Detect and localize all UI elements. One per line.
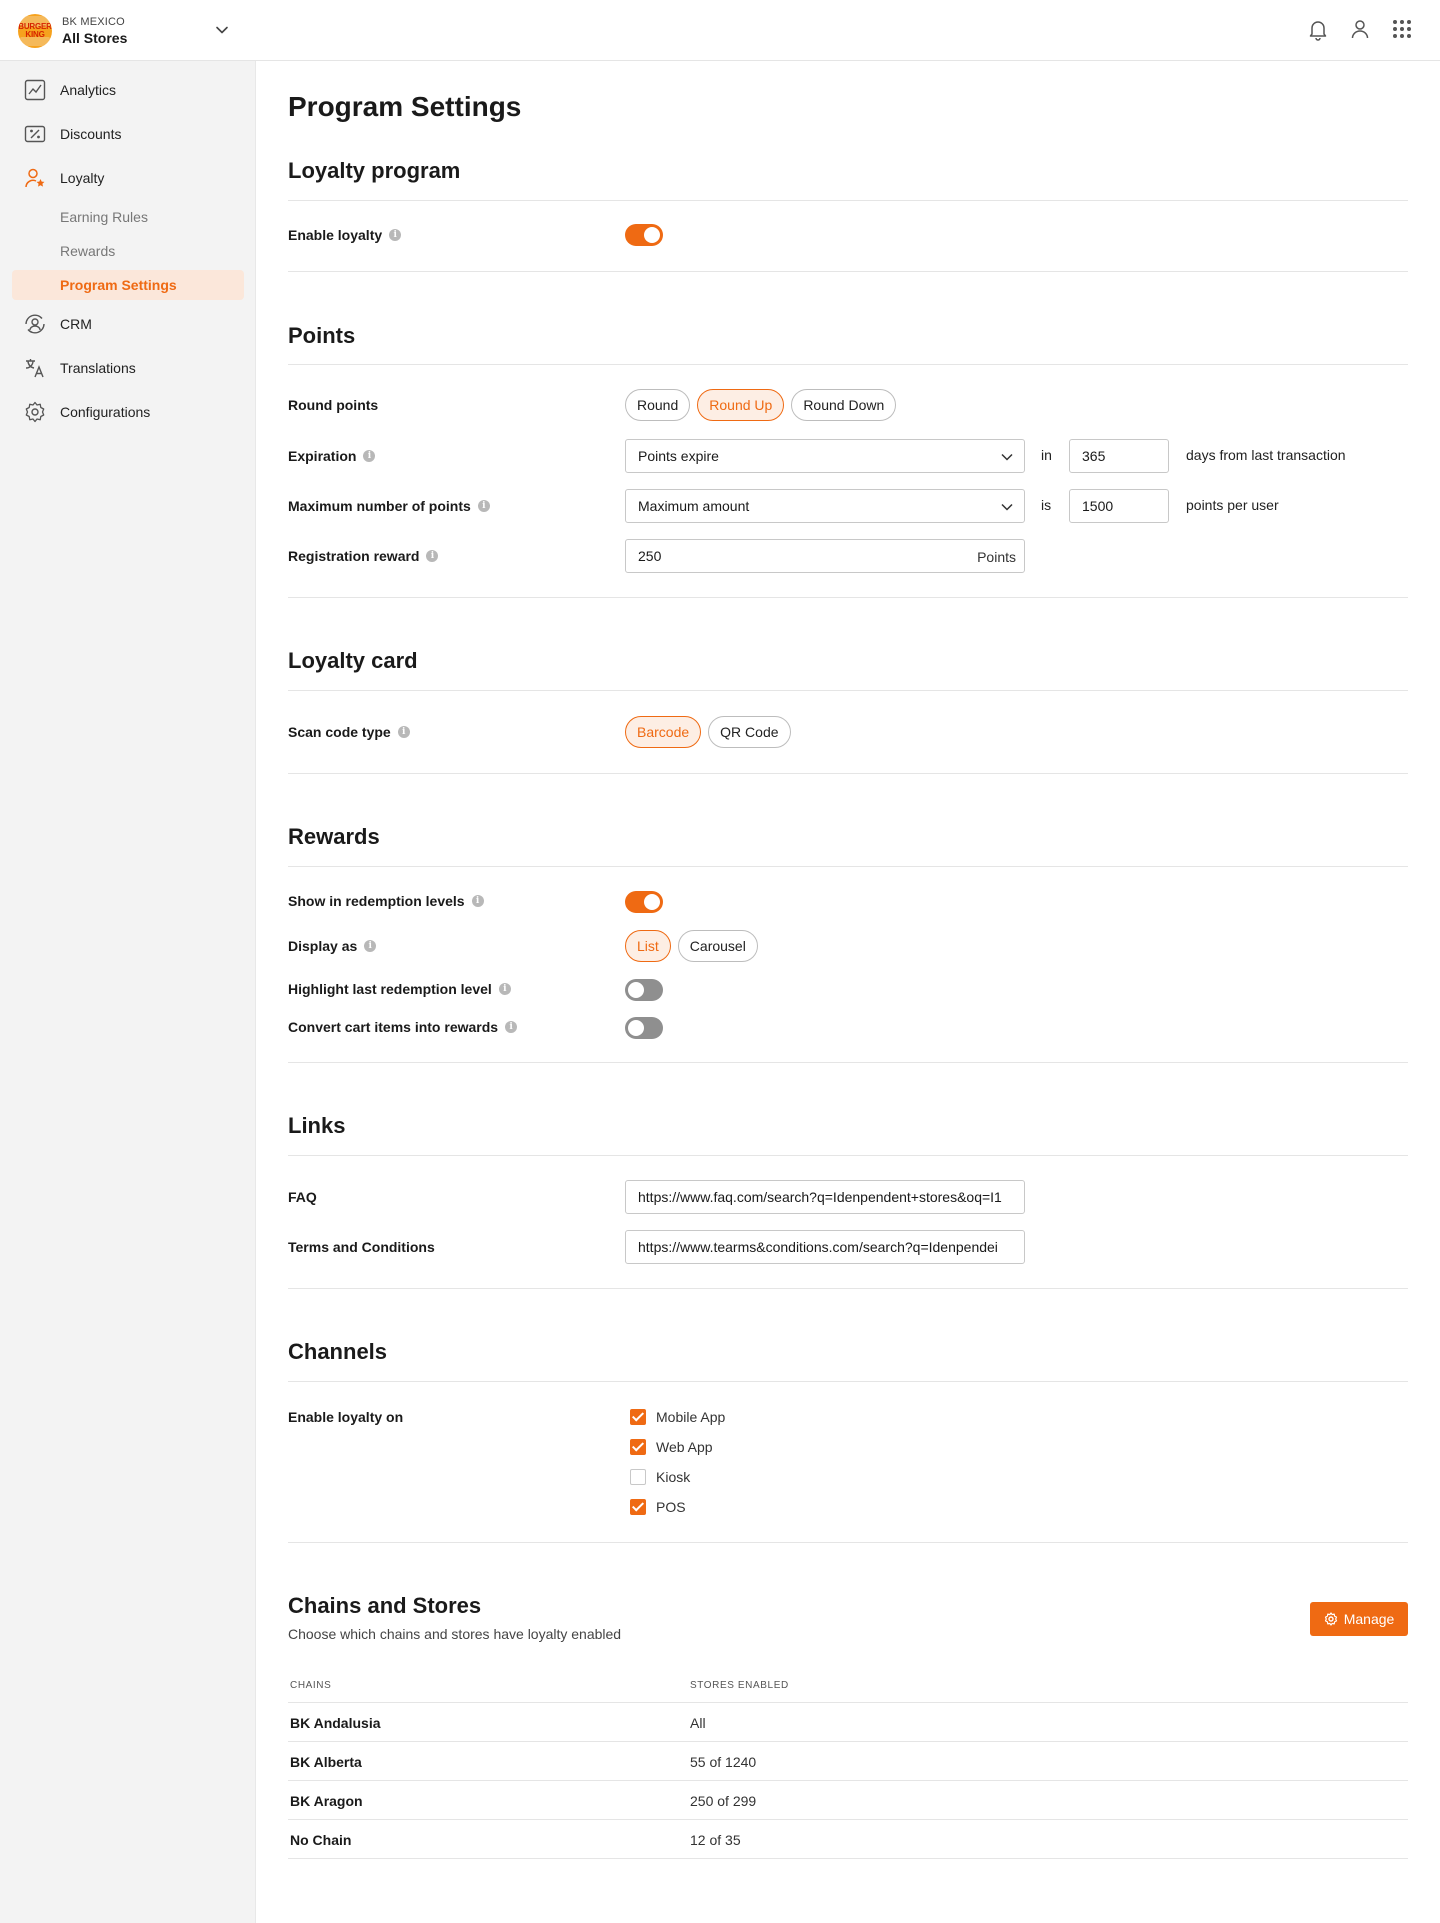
checkbox-checked[interactable] [630, 1409, 646, 1425]
section-title-links: Links [288, 1113, 346, 1138]
scan-code-options [625, 716, 791, 748]
max-points-select[interactable]: Maximum amount [625, 489, 1025, 523]
round-points-options [625, 389, 896, 421]
info-icon[interactable]: i [426, 550, 438, 562]
info-icon[interactable]: i [472, 895, 484, 907]
max-points-label: Maximum number of points i [288, 496, 490, 516]
highlight-last-level-label: Highlight last redemption level i [288, 979, 511, 999]
terms-label: Terms and Conditions [288, 1239, 435, 1255]
info-icon[interactable]: i [398, 726, 410, 738]
info-icon[interactable]: i [364, 940, 376, 952]
page-title: Program Settings [288, 91, 522, 122]
store-switcher[interactable] [18, 14, 127, 48]
round-up-option[interactable]: Round Up [697, 389, 784, 421]
expiration-label: Expiration i [288, 446, 375, 466]
burger-king-logo: BURGER KING [18, 14, 52, 48]
barcode-option[interactable]: Barcode [625, 716, 701, 748]
table-row[interactable]: No Chain 12 of 35 [288, 1819, 1408, 1858]
info-icon[interactable]: i [478, 500, 490, 512]
sidebar-item-discounts[interactable] [12, 118, 244, 150]
enable-loyalty-label: Enable loyalty i [288, 225, 401, 245]
discount-icon [24, 123, 46, 145]
divider [288, 690, 1408, 691]
section-title-loyalty-card: Loyalty card [288, 648, 418, 673]
show-redemption-levels-toggle[interactable] [625, 891, 663, 913]
sidebar-item-configurations[interactable] [12, 396, 244, 428]
divider [288, 1858, 1408, 1859]
convert-cart-items-toggle[interactable] [625, 1017, 663, 1039]
section-title-rewards: Rewards [288, 824, 380, 849]
manage-button[interactable]: Manage [1310, 1602, 1408, 1636]
sidebar-subitem-earning-rules[interactable]: Earning Rules [60, 209, 148, 225]
divider [288, 1288, 1408, 1289]
qr-code-option[interactable]: QR Code [708, 716, 790, 748]
chevron-down-icon[interactable] [213, 21, 231, 39]
divider [288, 1155, 1408, 1156]
expiration-select[interactable]: Points expire [625, 439, 1025, 473]
scan-code-type-label: Scan code type i [288, 722, 410, 742]
sidebar-item-translations[interactable] [12, 352, 244, 384]
round-points-label: Round points [288, 397, 379, 413]
max-points-input[interactable]: 1500 [1069, 489, 1169, 523]
round-down-option[interactable]: Round Down [791, 389, 896, 421]
faq-label: FAQ [288, 1189, 317, 1205]
divider [288, 364, 1408, 365]
display-as-label: Display as i [288, 936, 376, 956]
checkbox-checked[interactable] [630, 1439, 646, 1455]
sidebar-item-analytics[interactable] [12, 74, 244, 106]
divider [288, 866, 1408, 867]
table-row[interactable]: BK Aragon 250 of 299 [288, 1780, 1408, 1819]
store-scope: All Stores [62, 30, 128, 46]
sidebar-item-label: Configurations [60, 404, 151, 420]
info-icon[interactable]: i [505, 1021, 517, 1033]
bell-icon[interactable] [1306, 17, 1330, 41]
channel-kiosk[interactable]: Kiosk [630, 1467, 690, 1487]
sidebar-subitem-rewards[interactable]: Rewards [60, 243, 116, 259]
table-row[interactable]: BK Alberta 55 of 1240 [288, 1741, 1408, 1780]
divider [288, 1062, 1408, 1063]
chevron-down-icon [1000, 500, 1014, 514]
show-redemption-levels-label: Show in redemption levels i [288, 891, 484, 911]
sidebar-item-crm[interactable] [12, 308, 244, 340]
registration-reward-label: Registration reward i [288, 546, 438, 566]
loyalty-user-star-icon [24, 167, 46, 189]
enable-loyalty-toggle[interactable] [625, 224, 663, 246]
sidebar-item-loyalty[interactable] [12, 162, 244, 194]
info-icon[interactable]: i [499, 983, 511, 995]
sidebar-subitem-program-settings[interactable]: Program Settings [12, 270, 244, 300]
sidebar-item-label: Loyalty [60, 170, 105, 186]
info-icon[interactable]: i [363, 450, 375, 462]
registration-reward-input[interactable]: 250 Points [625, 539, 1025, 573]
divider [288, 773, 1408, 774]
max-points-is-text: is [1041, 497, 1052, 513]
max-points-suffix: points per user [1186, 497, 1279, 513]
divider [288, 597, 1408, 598]
chains-subtitle: Choose which chains and stores have loyalty enabled [288, 1626, 622, 1642]
org-name: BK MEXICO [62, 16, 125, 28]
section-title-loyalty-program: Loyalty program [288, 158, 461, 183]
top-bar [0, 0, 1440, 61]
user-icon[interactable] [1348, 17, 1372, 41]
apps-grid-icon[interactable] [1390, 17, 1414, 41]
divider [288, 200, 1408, 201]
section-title-chains-stores: Chains and Stores [288, 1593, 482, 1618]
enable-loyalty-on-label: Enable loyalty on [288, 1409, 404, 1425]
divider [288, 271, 1408, 272]
sidebar-item-label: Analytics [60, 82, 117, 98]
translate-icon [24, 357, 46, 379]
round-option[interactable]: Round [625, 389, 690, 421]
sidebar-item-label: CRM [60, 316, 92, 332]
checkbox-unchecked[interactable] [630, 1469, 646, 1485]
divider [288, 1381, 1408, 1382]
gear-icon [1324, 1612, 1338, 1626]
list-option[interactable]: List [625, 930, 671, 962]
divider [288, 1542, 1408, 1543]
sidebar-item-label: Translations [60, 360, 136, 376]
chevron-down-icon [1000, 450, 1014, 464]
column-header-stores-enabled: STORES ENABLED [690, 1680, 789, 1691]
column-header-chains: CHAINS [290, 1680, 332, 1691]
info-icon[interactable]: i [389, 229, 401, 241]
checkbox-checked[interactable] [630, 1499, 646, 1515]
expiration-in-text: in [1041, 447, 1052, 463]
highlight-last-level-toggle[interactable] [625, 979, 663, 1001]
sidebar [0, 61, 256, 1923]
gear-icon [24, 401, 46, 423]
expiration-suffix: days from last transaction [1186, 447, 1346, 463]
section-title-channels: Channels [288, 1339, 388, 1364]
faq-url-input[interactable]: https://www.faq.com/search?q=Idenpendent+stores&oq=I1 [625, 1180, 1025, 1214]
section-title-points: Points [288, 323, 356, 348]
table-row[interactable]: BK Andalusia All [288, 1702, 1408, 1741]
display-as-options [625, 930, 758, 962]
convert-cart-items-label: Convert cart items into rewards i [288, 1017, 517, 1037]
sidebar-item-label: Discounts [60, 126, 122, 142]
expiration-days-input[interactable]: 365 [1069, 439, 1169, 473]
points-unit: Points [977, 549, 1016, 565]
terms-url-input[interactable]: https://www.tearms&conditions.com/search?q=Idenpendei [625, 1230, 1025, 1264]
crm-icon [24, 313, 46, 335]
channel-mobile-app[interactable]: Mobile App [630, 1407, 725, 1427]
channel-pos[interactable]: POS [630, 1497, 686, 1517]
carousel-option[interactable]: Carousel [678, 930, 758, 962]
channel-web-app[interactable]: Web App [630, 1437, 713, 1457]
analytics-icon [24, 79, 46, 101]
